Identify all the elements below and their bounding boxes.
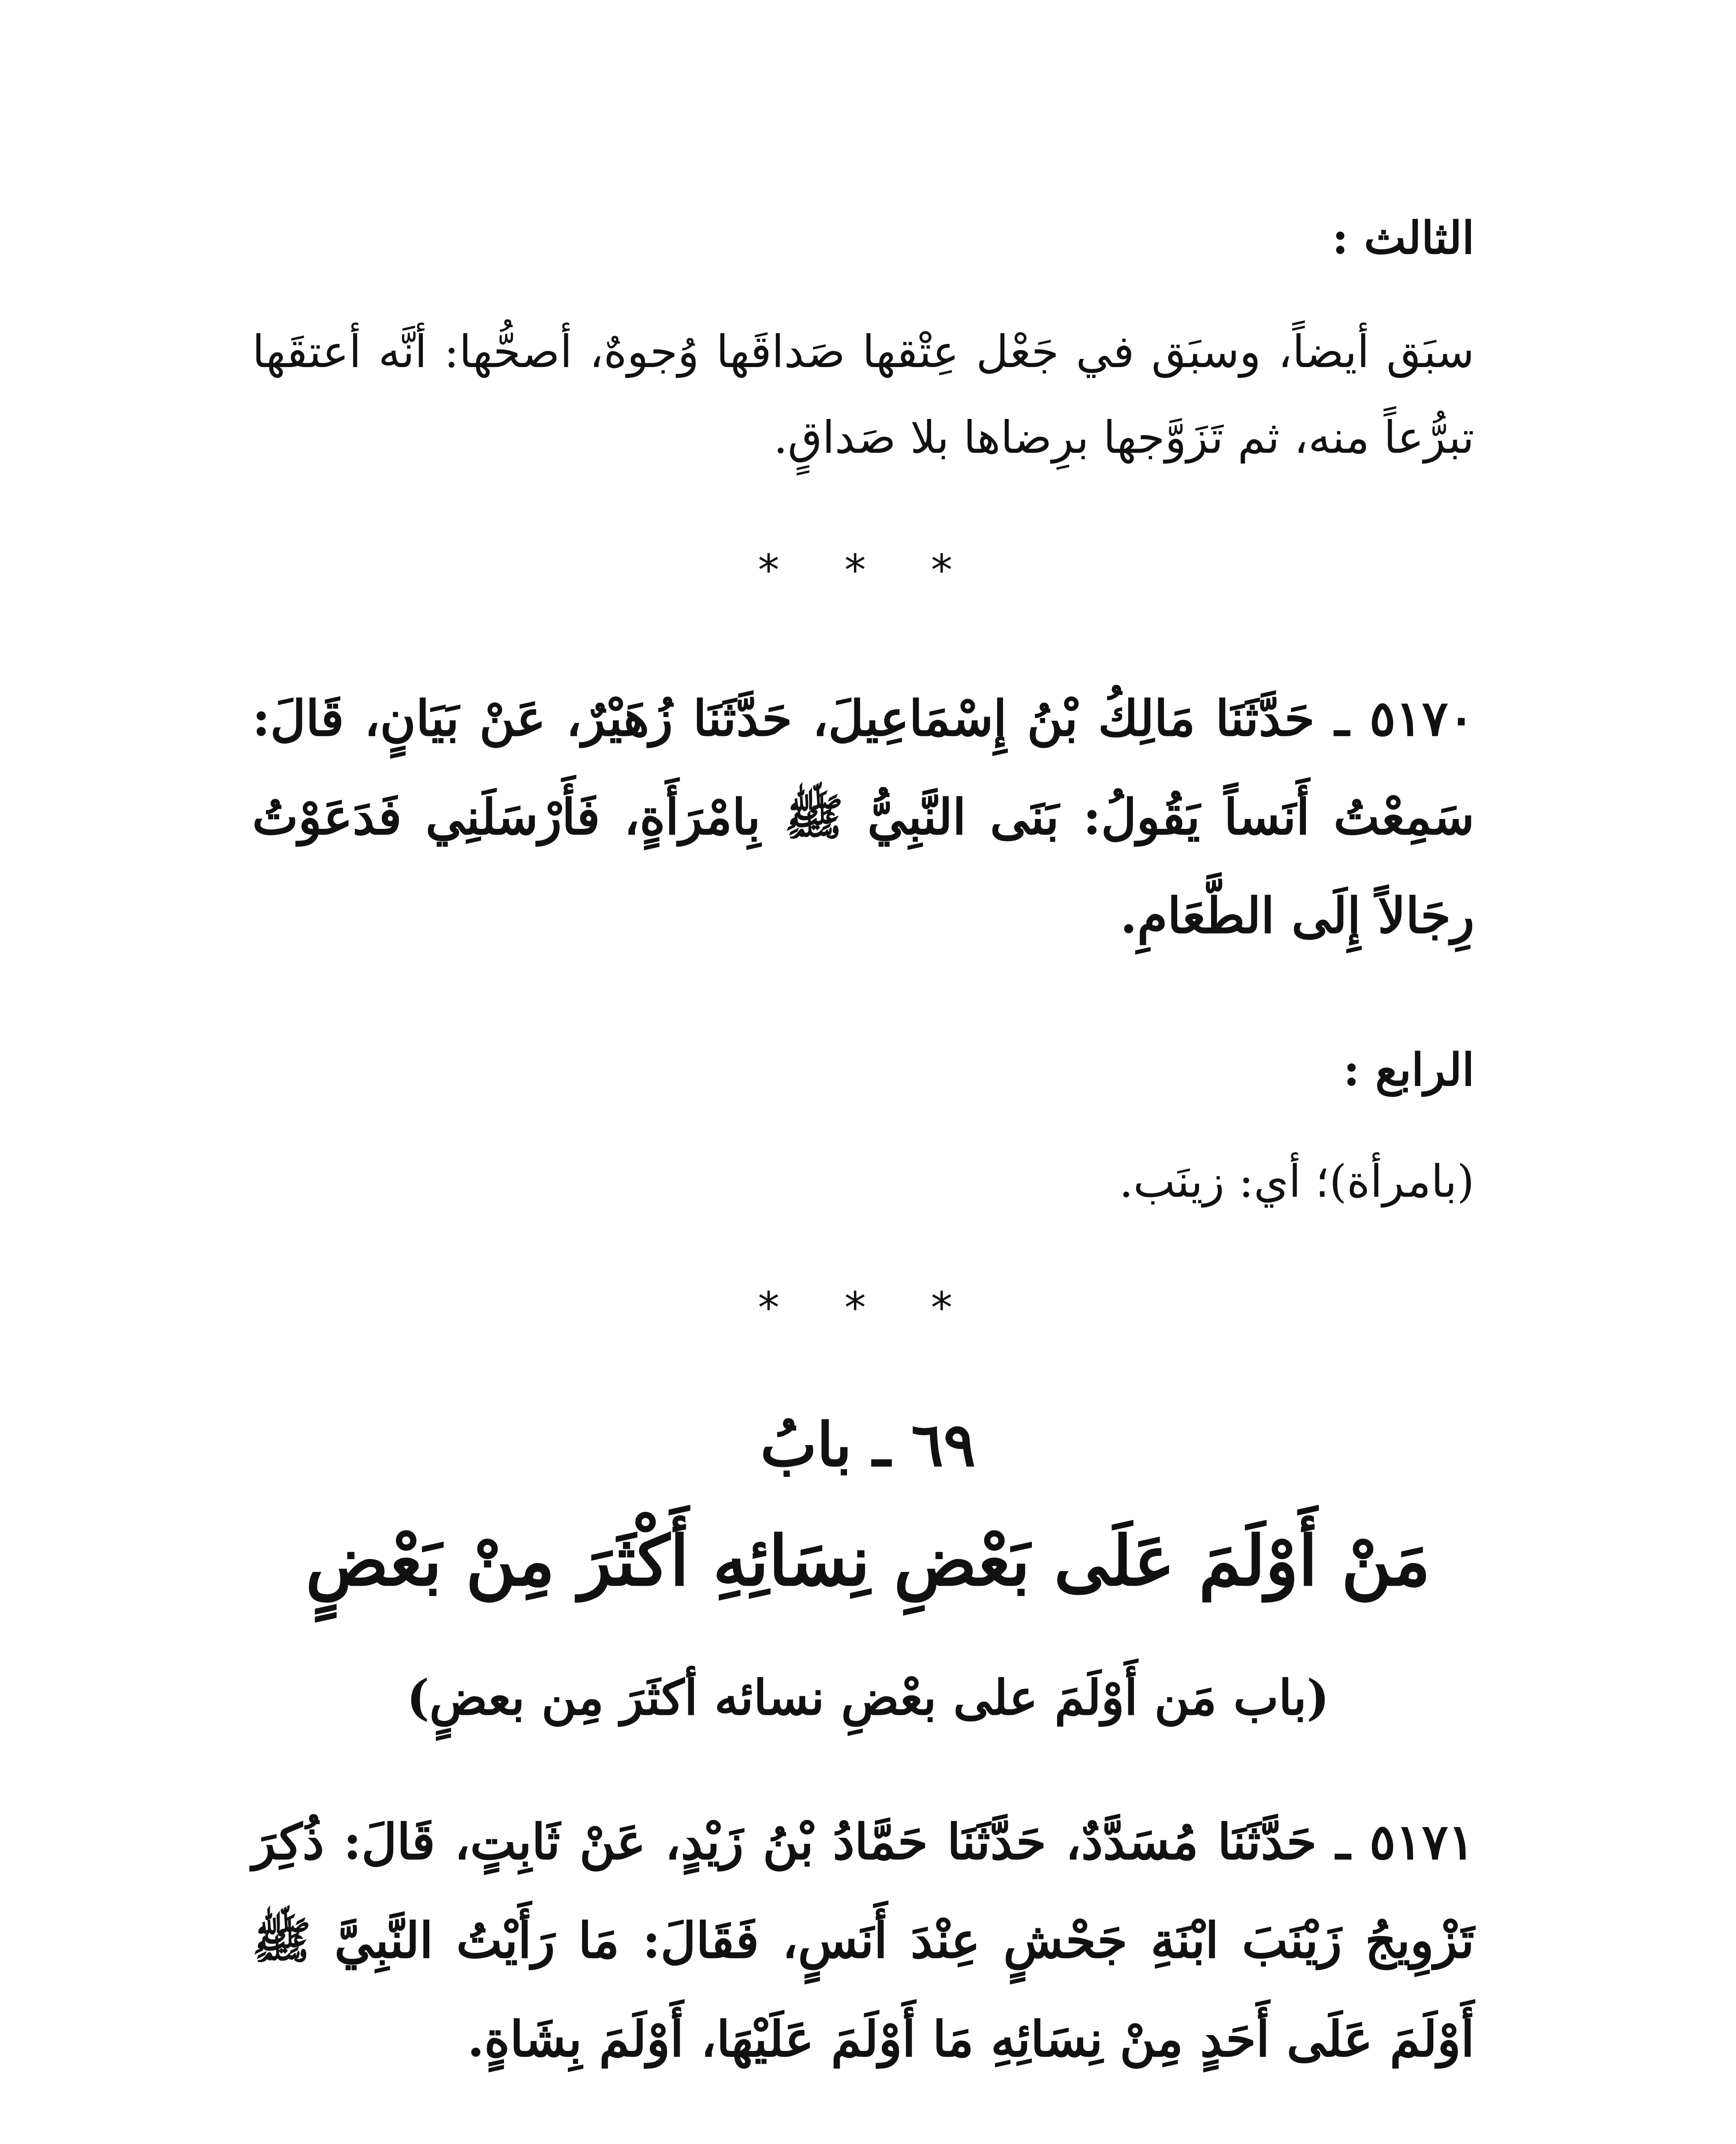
chapter-title: مَنْ أَوْلَمَ عَلَى بَعْضِ نِسَائِهِ أَكْثَرَ مِنْ بَعْضٍ — [305, 1521, 1431, 1601]
hadith-5170: ٥١٧٠ ـ حَدَّثَنَا مَالِكُ بْنُ إِسْمَاعِيلَ، حَدَّثَنَا زُهَيْرٌ، عَنْ بَيَانٍ، قَالَ: سَمِعْتُ أَنَساً يَقُولُ: بَنَى النَّبِيُّ ﷺ بِامْرَأَةٍ، فَأَرْسَلَنِي فَدَعَوْتُ رِجَالاً إِلَى الطَّعَامِ. — [252, 690, 1474, 944]
chapter-number: ٦٩ ـ بابُ — [760, 1410, 976, 1480]
commentary-fourth: (بامرأة)؛ أي: زينَب. — [1119, 1155, 1474, 1208]
chapter-subtitle: (باب مَن أَوْلَمَ على بعْضِ نسائه أكثَرَ مِن بعضٍ) — [407, 1670, 1329, 1726]
section-heading-fourth: الرابع : — [1343, 1043, 1474, 1096]
hadith-5171: ٥١٧١ ـ حَدَّثَنَا مُسَدَّدٌ، حَدَّثَنَا حَمَّادُ بْنُ زَيْدٍ، عَنْ ثَابِتٍ، قَالَ: ذُكِرَ تَزْوِيجُ زَيْنَبَ ابْنَةِ جَحْشٍ عِنْدَ أَنَسٍ، فَقَالَ: مَا رَأَيْتُ النَّبِيَّ ﷺ أَوْلَمَ عَلَى أَحَدٍ مِنْ نِسَائِهِ مَا أَوْلَمَ عَلَيْهَا، أَوْلَمَ بِشَاةٍ. — [252, 1813, 1474, 2068]
separator-stars: * * * — [758, 1283, 978, 1333]
separator-stars: * * * — [758, 545, 978, 595]
commentary-third: سبَق أيضاً، وسبَق في جَعْل عِتْقها صَداقَها وُجوهٌ، أصحُّها: أنَّه أعتقَها تبرُّعاً منه، ثم تَزَوَّجها برِضاها بلا صَداقٍ. — [252, 325, 1474, 464]
section-heading-third: الثالث : — [1332, 211, 1474, 264]
